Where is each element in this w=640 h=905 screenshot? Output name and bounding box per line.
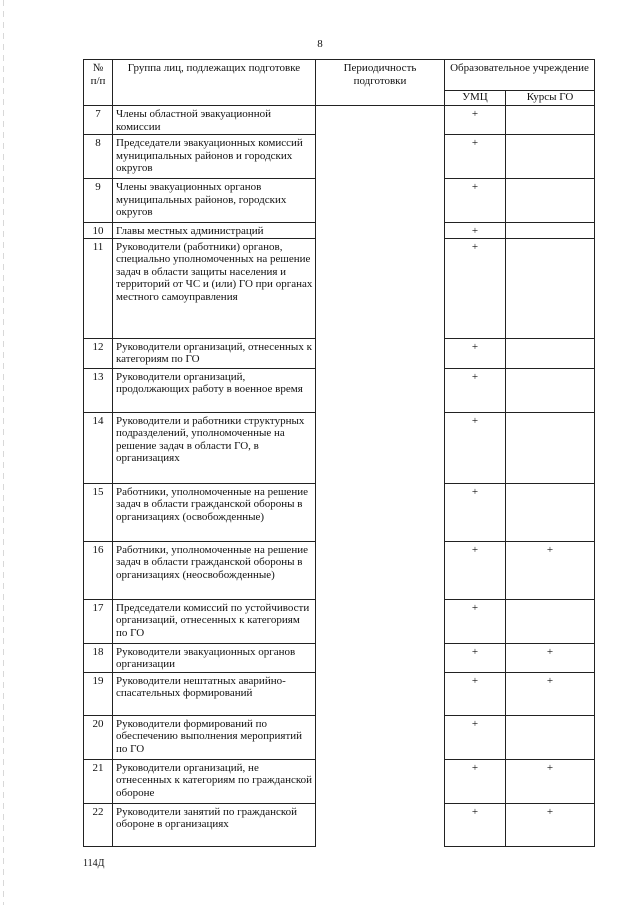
table-row: [84, 715, 595, 759]
row-umc-mark: +: [445, 223, 506, 239]
header-institution: Образовательное учреждение: [445, 60, 595, 91]
table-row: [84, 368, 595, 412]
row-periodicity: [316, 368, 445, 412]
row-group: Работники, уполномоченные на решение задач в области гражданской обороны в организациях (освобожденные): [113, 483, 316, 541]
header-group: Группа лиц, подлежащих подготовке: [113, 60, 316, 106]
row-group: Председатели комиссий по устойчивости организаций, отнесенных к категориям по ГО: [113, 599, 316, 643]
header-num-text: № п/п: [90, 62, 106, 87]
row-periodicity: [316, 223, 445, 239]
row-umc-mark: +: [445, 541, 506, 599]
row-periodicity: [316, 483, 445, 541]
row-courses-mark: [506, 483, 595, 541]
row-group: Руководители организаций, не отнесенных к категориям по гражданской обороне: [113, 759, 316, 803]
row-umc-mark: +: [445, 715, 506, 759]
row-courses-mark: [506, 135, 595, 179]
row-courses-mark: [506, 412, 595, 483]
row-number: 15: [84, 483, 113, 541]
header-umc: УМЦ: [445, 91, 506, 106]
header-num: [84, 60, 113, 106]
row-umc-mark: +: [445, 643, 506, 672]
row-group: Члены эвакуационных органов муниципальных районов, городских округов: [113, 179, 316, 223]
row-number: 7: [84, 106, 113, 135]
table-row: [84, 223, 595, 239]
training-table: [83, 59, 595, 847]
row-number: 8: [84, 135, 113, 179]
row-group: Руководители организаций, отнесенных к категориям по ГО: [113, 338, 316, 368]
row-courses-mark: +: [506, 541, 595, 599]
row-periodicity: [316, 135, 445, 179]
row-group: Руководители и работники структурных подразделений, уполномоченные на решение задач в области ГО, в организациях: [113, 412, 316, 483]
row-courses-mark: +: [506, 759, 595, 803]
row-periodicity: [316, 672, 445, 715]
row-group: Руководители нештатных аварийно-спасательных формирований: [113, 672, 316, 715]
row-group: Руководители (работники) органов, специально уполномоченных на решение задач в области защиты населения и территорий от ЧС и (или) ГО при органах местного самоуправления: [113, 238, 316, 338]
table-row: [84, 179, 595, 223]
row-courses-mark: [506, 368, 595, 412]
row-number: 10: [84, 223, 113, 239]
row-number: 12: [84, 338, 113, 368]
scan-edge-artifact: [3, 0, 4, 905]
row-number: 22: [84, 803, 113, 846]
header-periodicity: Периодичность подготовки: [316, 60, 445, 106]
row-courses-mark: +: [506, 643, 595, 672]
row-periodicity: [316, 106, 445, 135]
row-number: 20: [84, 715, 113, 759]
row-number: 13: [84, 368, 113, 412]
row-courses-mark: [506, 106, 595, 135]
row-number: 17: [84, 599, 113, 643]
table-row: [84, 135, 595, 179]
row-periodicity: [316, 541, 445, 599]
row-number: 21: [84, 759, 113, 803]
row-number: 19: [84, 672, 113, 715]
row-umc-mark: +: [445, 106, 506, 135]
footer-code: 114Д: [83, 858, 105, 869]
row-periodicity: [316, 599, 445, 643]
row-courses-mark: [506, 238, 595, 338]
row-group: Руководители занятий по гражданской обороне в организациях: [113, 803, 316, 846]
table-row: [84, 412, 595, 483]
row-periodicity: [316, 715, 445, 759]
table-row: [84, 672, 595, 715]
row-group: Председатели эвакуационных комиссий муниципальных районов и городских округов: [113, 135, 316, 179]
row-number: 18: [84, 643, 113, 672]
row-group: Работники, уполномоченные на решение задач в области гражданской обороны в организациях (неосвобожденные): [113, 541, 316, 599]
page-number: 8: [317, 38, 323, 50]
row-group: Руководители формирований по обеспечению выполнения мероприятий по ГО: [113, 715, 316, 759]
row-number: 11: [84, 238, 113, 338]
row-umc-mark: +: [445, 412, 506, 483]
table-row: [84, 599, 595, 643]
row-periodicity: [316, 338, 445, 368]
row-umc-mark: +: [445, 338, 506, 368]
row-group: Руководители эвакуационных органов организации: [113, 643, 316, 672]
row-courses-mark: [506, 599, 595, 643]
row-umc-mark: +: [445, 759, 506, 803]
table-row: [84, 106, 595, 135]
row-umc-mark: +: [445, 135, 506, 179]
table-row: [84, 338, 595, 368]
row-courses-mark: [506, 715, 595, 759]
row-group: Руководители организаций, продолжающих работу в военное время: [113, 368, 316, 412]
table-row: [84, 541, 595, 599]
row-number: 16: [84, 541, 113, 599]
row-umc-mark: +: [445, 238, 506, 338]
table-body: [84, 106, 595, 847]
table-row: [84, 643, 595, 672]
row-umc-mark: +: [445, 483, 506, 541]
table-row: [84, 483, 595, 541]
row-courses-mark: +: [506, 672, 595, 715]
row-umc-mark: +: [445, 179, 506, 223]
row-group: Главы местных администраций: [113, 223, 316, 239]
row-periodicity: [316, 412, 445, 483]
row-courses-mark: +: [506, 803, 595, 846]
table-row: [84, 238, 595, 338]
row-umc-mark: +: [445, 368, 506, 412]
table-row: [84, 759, 595, 803]
row-umc-mark: +: [445, 672, 506, 715]
row-number: 14: [84, 412, 113, 483]
row-number: 9: [84, 179, 113, 223]
row-periodicity: [316, 759, 445, 803]
row-courses-mark: [506, 179, 595, 223]
row-periodicity: [316, 643, 445, 672]
row-periodicity: [316, 803, 445, 846]
table-row: [84, 803, 595, 846]
row-courses-mark: [506, 223, 595, 239]
row-periodicity: [316, 238, 445, 338]
row-umc-mark: +: [445, 803, 506, 846]
row-periodicity: [316, 179, 445, 223]
header-courses: Курсы ГО: [506, 91, 595, 106]
row-courses-mark: [506, 338, 595, 368]
row-umc-mark: +: [445, 599, 506, 643]
row-group: Члены областной эвакуационной комиссии: [113, 106, 316, 135]
